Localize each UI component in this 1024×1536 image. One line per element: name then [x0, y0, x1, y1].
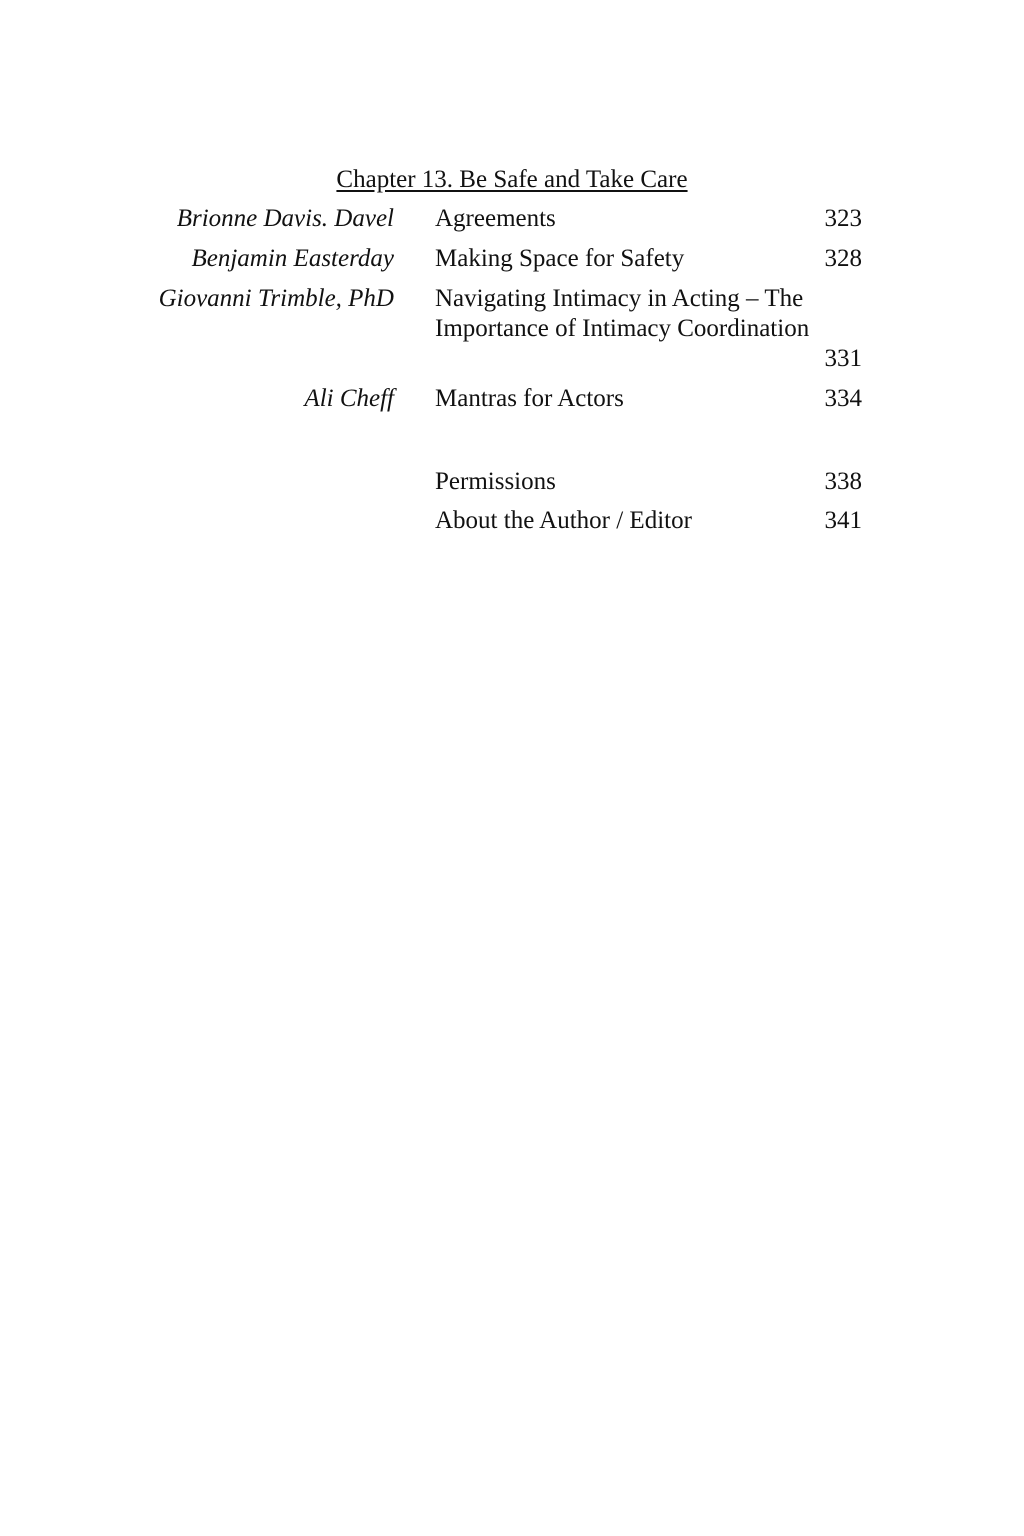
toc-entry-title: Navigating Intimacy in Acting – The Importance of Intimacy Coordination: [435, 285, 810, 342]
chapter-title: Chapter 13. Be Safe and Take Care: [336, 166, 688, 193]
toc-entry-page: 328: [824, 245, 862, 272]
toc-entry-author: Giovanni Trimble, PhD: [158, 285, 394, 312]
toc-entry-title: Making Space for Safety: [435, 245, 685, 272]
chapter-heading: [0, 164, 1024, 196]
toc-entry-author: Ali Cheff: [304, 385, 394, 412]
back-matter-title: Permissions: [435, 468, 556, 495]
toc-entry-title: Mantras for Actors: [435, 385, 624, 412]
toc-entry-author: Benjamin Easterday: [191, 245, 394, 272]
toc-entry-page: 323: [824, 205, 862, 232]
back-matter-title: About the Author / Editor: [435, 507, 692, 534]
toc-entry-page: 334: [824, 385, 862, 412]
toc-entry-page: 331: [824, 345, 862, 372]
back-matter-page: 338: [824, 468, 862, 495]
toc-entry-author: Brionne Davis. Davel: [176, 205, 394, 232]
toc-entry-title: Agreements: [435, 205, 556, 232]
back-matter-page: 341: [824, 507, 862, 534]
